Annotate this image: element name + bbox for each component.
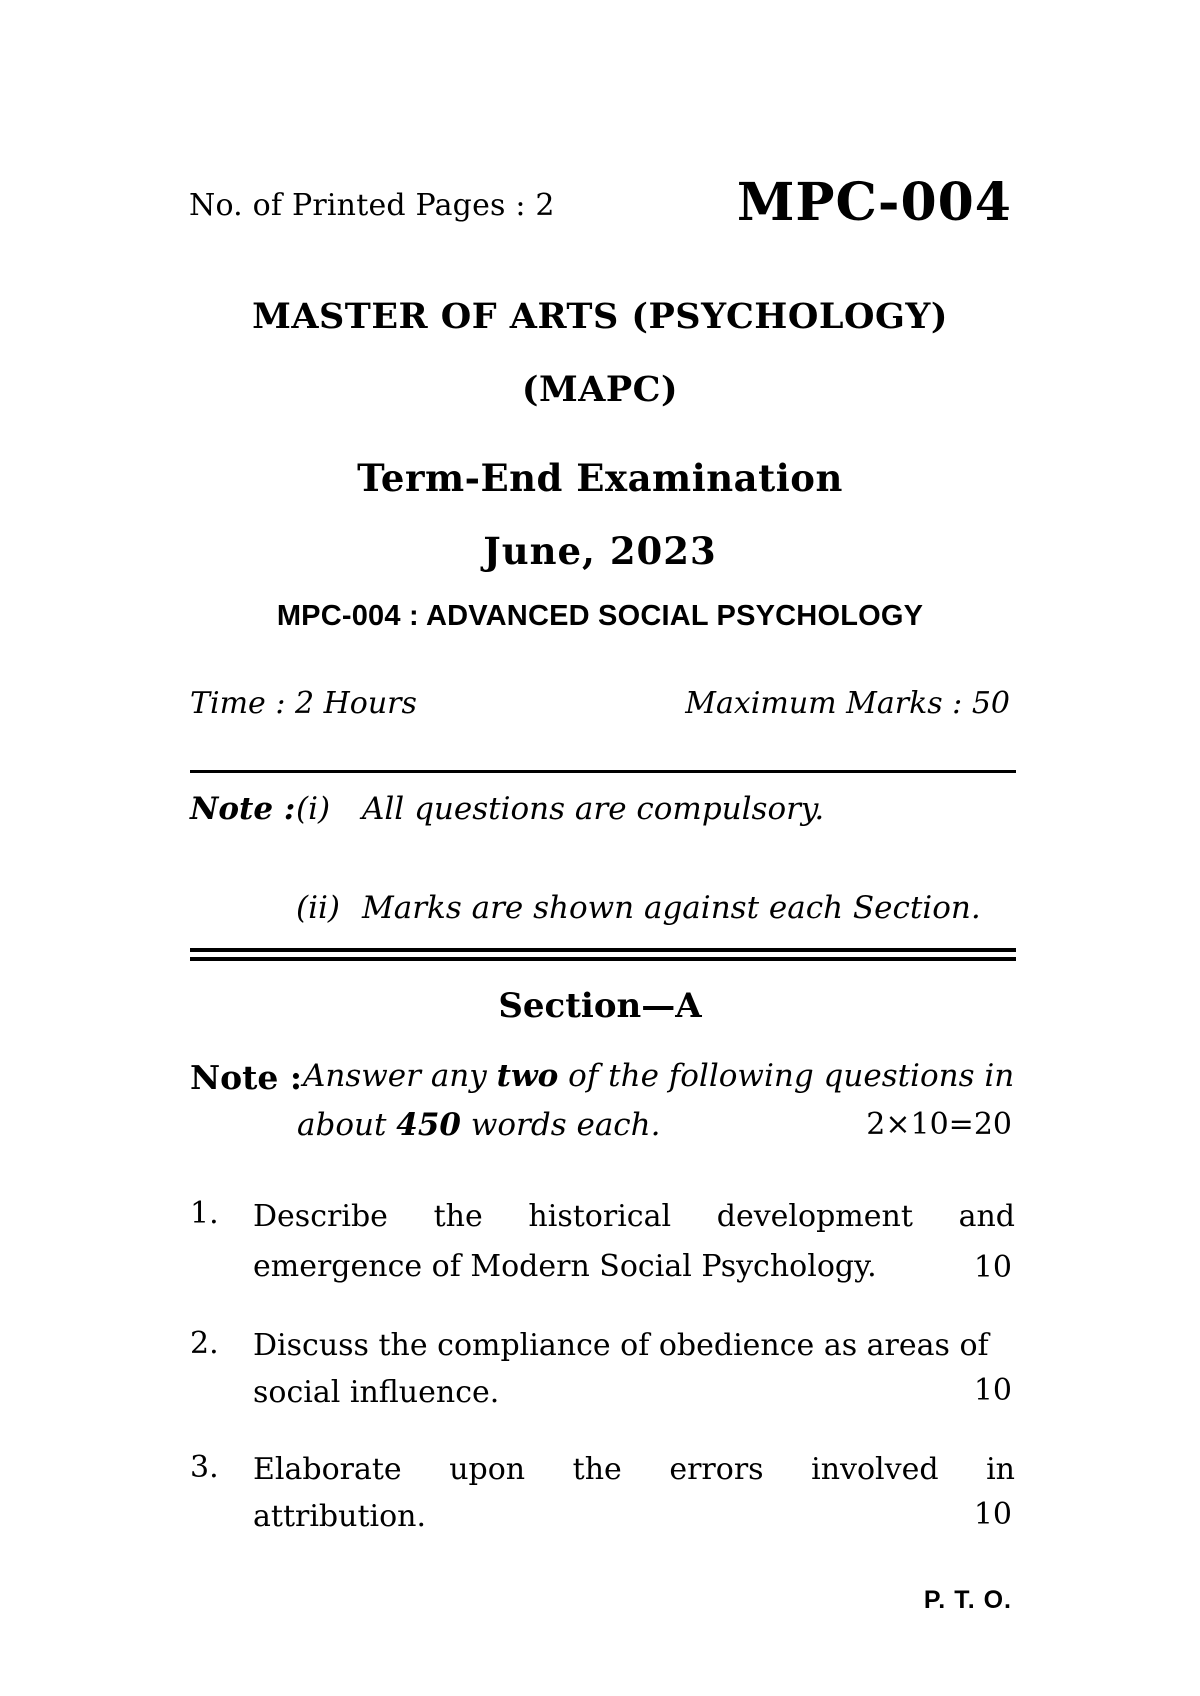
question-line: attribution. (253, 1499, 427, 1534)
question-line: Describe the historical development and (253, 1199, 1015, 1234)
course-title: MPC-004 : ADVANCED SOCIAL PSYCHOLOGY (276, 600, 924, 632)
please-turn-over: P. T. O. (923, 1586, 1012, 1614)
section-note-text: Answer any (303, 1058, 497, 1094)
top-divider (190, 770, 1016, 773)
section-note-line-1 (303, 1058, 1014, 1094)
note-item-text: All questions are compulsory. (362, 791, 825, 827)
question-text (253, 1192, 1015, 1292)
section-title: Section—A (498, 986, 702, 1026)
question-text (253, 1322, 1015, 1416)
exam-duration: Time : 2 Hours (190, 686, 417, 721)
exam-title: Term-End Examination (357, 456, 843, 500)
section-note-emphasis: 450 (396, 1107, 461, 1143)
section-marks: 2×10=20 (866, 1107, 1012, 1142)
general-note-label: Note : (190, 791, 296, 827)
question-number: 1. (190, 1196, 219, 1231)
question-number: 2. (190, 1326, 219, 1361)
note-item-number: (ii) (296, 890, 341, 926)
question-number: 3. (190, 1450, 219, 1485)
degree-abbreviation: (MAPC) (521, 369, 679, 410)
question-line: Discuss the compliance of obedience as areas of (253, 1328, 989, 1363)
section-note-text: about (297, 1107, 397, 1143)
section-note-line-2 (297, 1107, 661, 1143)
question-marks: 10 (973, 1373, 1012, 1408)
question-line: social influence. (253, 1375, 500, 1410)
printed-pages-count: No. of Printed Pages : 2 (189, 188, 555, 223)
question-marks: 10 (973, 1497, 1012, 1532)
exam-session: June, 2023 (483, 529, 717, 573)
maximum-marks: Maximum Marks : 50 (685, 686, 1010, 721)
question-line: emergence of Modern Social Psychology. (253, 1249, 877, 1284)
question-text (253, 1446, 1015, 1540)
degree-title: MASTER OF ARTS (PSYCHOLOGY) (252, 296, 948, 337)
section-note-emphasis: two (496, 1058, 559, 1094)
question-line: Elaborate upon the errors involved in (253, 1452, 1015, 1487)
note-item-text: Marks are shown against each Section. (362, 890, 981, 926)
double-divider-bottom (190, 957, 1016, 961)
question-marks: 10 (973, 1250, 1012, 1285)
section-note-label: Note : (190, 1058, 303, 1097)
course-code-header: MPC-004 (736, 172, 1012, 233)
section-note-text: words each. (461, 1107, 661, 1143)
note-item-number: (i) (296, 791, 331, 827)
double-divider-top (190, 948, 1016, 952)
section-note-text: of the following questions in (558, 1058, 1015, 1094)
